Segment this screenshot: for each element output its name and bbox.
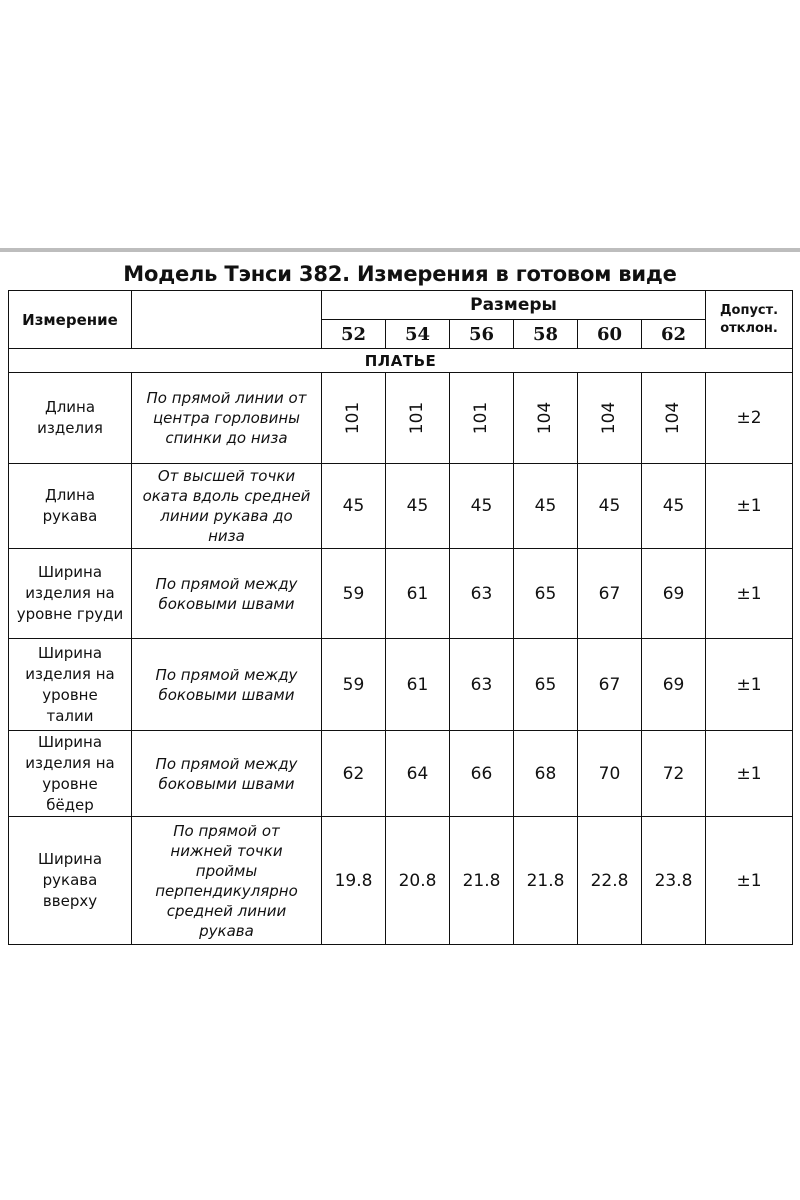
measurement-description — [132, 373, 322, 464]
measurement-description-line: линии рукава до — [160, 507, 293, 525]
measurement-name-line: уровне груди — [16, 605, 124, 623]
measurement-description — [132, 817, 322, 945]
measurement-description-line: боковыми швами — [158, 594, 295, 613]
size-value-60: 45 — [578, 464, 642, 549]
measurement-name — [9, 817, 132, 945]
tolerance-header — [706, 291, 793, 349]
measurement-name-line: уровне — [42, 685, 98, 704]
measurement-name — [9, 639, 132, 731]
measurement-name-line: талии — [46, 706, 94, 725]
size-value-56: 66 — [450, 731, 514, 817]
size-value-52: 62 — [322, 731, 386, 817]
tolerance-value: ±1 — [706, 817, 793, 945]
measurement-description-line: низа — [208, 527, 245, 545]
size-value-62: 69 — [642, 639, 706, 731]
size-value-52: 19.8 — [322, 817, 386, 945]
size-value-54: 61 — [386, 639, 450, 731]
size-value-56: 45 — [450, 464, 514, 549]
measurement-description-line: По прямой линии от — [146, 389, 307, 407]
table-row — [9, 549, 793, 639]
measurements-table — [8, 290, 793, 945]
measurement-name-line: Ширина — [37, 643, 103, 662]
measurement-description-line: нижней точки — [170, 841, 283, 860]
table-row — [9, 639, 793, 731]
tolerance-header-line1: Допуст. — [719, 302, 779, 318]
size-value-60: 67 — [578, 639, 642, 731]
tolerance-value: ±2 — [706, 373, 793, 464]
size-value-60: 70 — [578, 731, 642, 817]
description-header — [132, 291, 322, 349]
size-56: 56 — [450, 320, 514, 349]
measurement-description-line: По прямой между — [155, 665, 298, 684]
measurement-name-line: изделия на — [25, 584, 115, 602]
size-value-62: 72 — [642, 731, 706, 817]
measurement-description-line: оката вдоль средней — [142, 487, 311, 505]
size-value-56: 63 — [450, 639, 514, 731]
measurement-name-line: Длина — [44, 486, 96, 504]
size-value-text: 101 — [343, 401, 364, 435]
size-value-60: 22.8 — [578, 817, 642, 945]
size-value-58: 21.8 — [514, 817, 578, 945]
tolerance-value: ±1 — [706, 639, 793, 731]
size-value-62 — [642, 373, 706, 464]
size-value-54: 20.8 — [386, 817, 450, 945]
measurement-description-line: боковыми швами — [158, 774, 295, 793]
measurement-description — [132, 464, 322, 549]
measurement-description-line: По прямой между — [155, 754, 298, 773]
tolerance-value: ±1 — [706, 731, 793, 817]
measurement-name-line: изделия на — [25, 753, 115, 772]
tolerance-value: ±1 — [706, 549, 793, 639]
top-divider — [0, 248, 800, 252]
measurement-description — [132, 639, 322, 731]
size-value-56 — [450, 373, 514, 464]
size-value-52: 45 — [322, 464, 386, 549]
sizes-header: Размеры — [322, 291, 706, 320]
measurement-name — [9, 373, 132, 464]
measurement-name — [9, 731, 132, 817]
size-value-text: 104 — [599, 401, 620, 435]
section-title: ПЛАТЬЕ — [9, 349, 793, 373]
size-58: 58 — [514, 320, 578, 349]
size-62: 62 — [642, 320, 706, 349]
size-value-text: 104 — [535, 401, 556, 435]
size-value-58 — [514, 373, 578, 464]
size-value-54 — [386, 373, 450, 464]
measurement-name-line: бёдер — [46, 795, 94, 814]
size-value-58: 68 — [514, 731, 578, 817]
section-row — [9, 349, 793, 373]
measurement-name-line: Длина — [44, 398, 96, 416]
measurement-name-line: рукава — [42, 507, 98, 525]
measurement-description-line: средней линии — [166, 901, 287, 920]
measurement-description — [132, 731, 322, 817]
measurement-header: Измерение — [9, 291, 132, 349]
measurement-description-line: перпендикулярно — [155, 881, 298, 900]
measurement-description-line: От высшей точки — [157, 467, 296, 485]
tolerance-header-line2: отклон. — [720, 320, 778, 336]
tolerance-value: ±1 — [706, 464, 793, 549]
measurement-name-line: изделия — [37, 419, 103, 437]
header-row-1 — [9, 291, 793, 320]
measurement-description-line: боковыми швами — [158, 685, 295, 704]
size-value-52: 59 — [322, 639, 386, 731]
measurement-name-line: рукава — [42, 871, 98, 889]
size-value-60: 67 — [578, 549, 642, 639]
measurement-name — [9, 464, 132, 549]
size-value-62: 23.8 — [642, 817, 706, 945]
measurement-description-line: проймы — [195, 861, 258, 880]
table-row — [9, 817, 793, 945]
size-value-62: 69 — [642, 549, 706, 639]
size-value-54: 64 — [386, 731, 450, 817]
measurement-name-line: вверху — [42, 892, 98, 910]
measurement-name-line: Ширина — [37, 732, 103, 751]
measurement-name-line: изделия на — [25, 664, 115, 683]
size-value-56: 63 — [450, 549, 514, 639]
size-value-56: 21.8 — [450, 817, 514, 945]
size-54: 54 — [386, 320, 450, 349]
measurement-description-line: спинки до низа — [165, 429, 288, 447]
measurement-description-line: По прямой между — [155, 574, 298, 593]
measurement-name-line: уровне — [42, 774, 98, 793]
measurement-name — [9, 549, 132, 639]
size-60: 60 — [578, 320, 642, 349]
table-row — [9, 373, 793, 464]
measurement-description-line: центра горловины — [152, 409, 301, 427]
measurement-name-line: Ширина — [37, 850, 103, 868]
size-52: 52 — [322, 320, 386, 349]
page-title: Модель Тэнси 382. Измерения в готовом виде — [123, 262, 677, 286]
table-row — [9, 731, 793, 817]
size-value-text: 101 — [471, 401, 492, 435]
table-row — [9, 464, 793, 549]
size-value-62: 45 — [642, 464, 706, 549]
size-value-text: 101 — [407, 401, 428, 435]
measurement-description — [132, 549, 322, 639]
size-value-52: 59 — [322, 549, 386, 639]
size-value-54: 45 — [386, 464, 450, 549]
size-value-58: 65 — [514, 639, 578, 731]
size-value-text: 104 — [663, 401, 684, 435]
size-value-54: 61 — [386, 549, 450, 639]
size-value-58: 45 — [514, 464, 578, 549]
size-value-58: 65 — [514, 549, 578, 639]
size-value-60 — [578, 373, 642, 464]
size-value-52 — [322, 373, 386, 464]
measurement-description-line: По прямой от — [173, 821, 280, 840]
measurement-name-line: Ширина — [37, 563, 103, 581]
measurement-description-line: рукава — [199, 921, 254, 940]
